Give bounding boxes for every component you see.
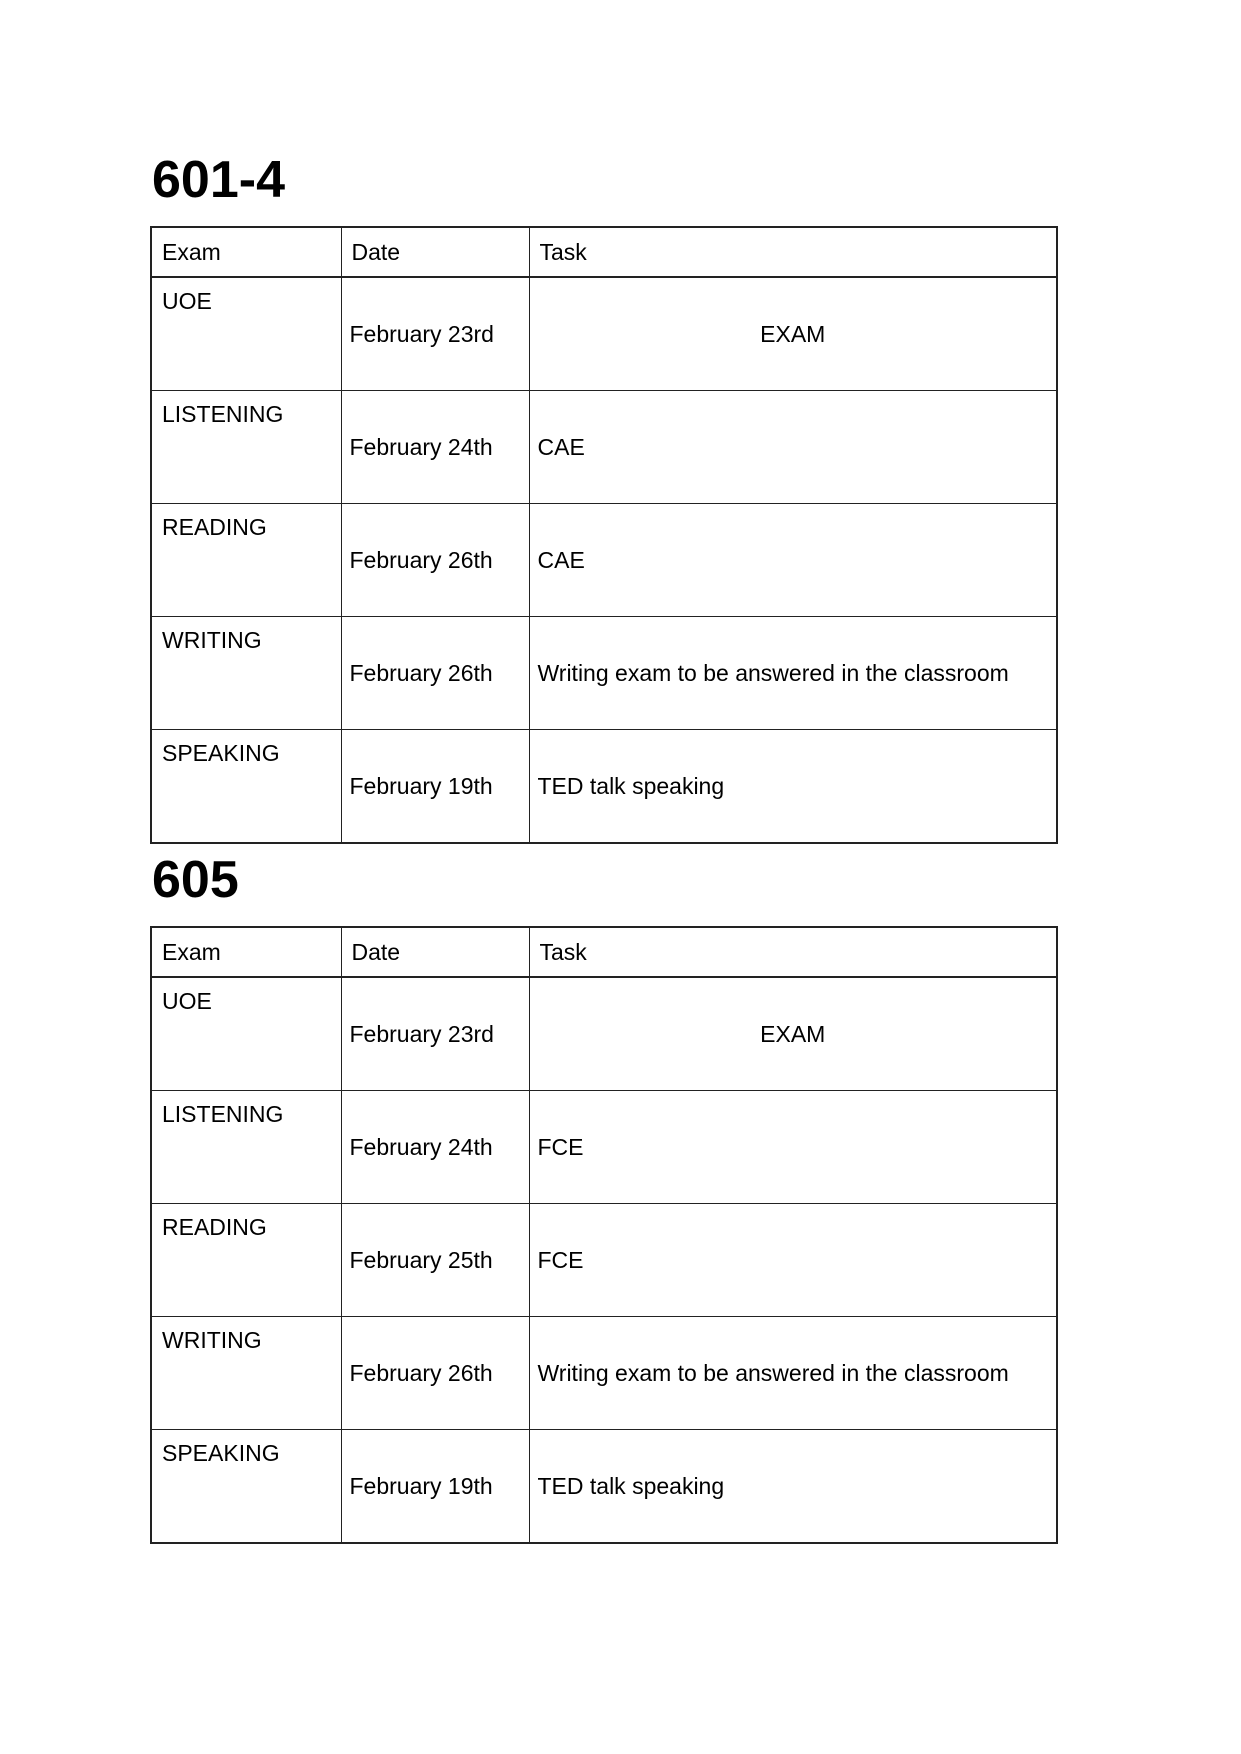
exam-schedule-table xyxy=(150,226,1058,844)
date-cell: February 24th xyxy=(341,1091,529,1204)
date-cell: February 23rd xyxy=(341,977,529,1091)
date-cell: February 23rd xyxy=(341,277,529,391)
exam-cell: UOE xyxy=(151,277,341,391)
date-cell: February 25th xyxy=(341,1204,529,1317)
exam-cell: LISTENING xyxy=(151,391,341,504)
task-cell: EXAM xyxy=(529,977,1057,1091)
table-row xyxy=(151,1317,1057,1430)
task-cell: FCE xyxy=(529,1204,1057,1317)
exam-cell: WRITING xyxy=(151,617,341,730)
section-title: 601-4 xyxy=(152,151,285,209)
date-cell: February 24th xyxy=(341,391,529,504)
table-row xyxy=(151,730,1057,844)
header-date: Date xyxy=(341,927,529,977)
header-task: Task xyxy=(529,927,1057,977)
task-cell: Writing exam to be answered in the classroom xyxy=(529,617,1057,730)
exam-schedule-table xyxy=(150,926,1058,1544)
exam-cell: WRITING xyxy=(151,1317,341,1430)
exam-cell: READING xyxy=(151,504,341,617)
header-date: Date xyxy=(341,227,529,277)
table-row xyxy=(151,1091,1057,1204)
section-601-4 xyxy=(150,148,1056,844)
table-row xyxy=(151,391,1057,504)
header-exam: Exam xyxy=(151,227,341,277)
exam-cell: READING xyxy=(151,1204,341,1317)
task-cell: TED talk speaking xyxy=(529,730,1057,844)
task-cell: EXAM xyxy=(529,277,1057,391)
table-row xyxy=(151,277,1057,391)
table-row xyxy=(151,617,1057,730)
task-cell: TED talk speaking xyxy=(529,1430,1057,1544)
date-cell: February 26th xyxy=(341,1317,529,1430)
section-title: 605 xyxy=(152,851,239,909)
table-header-row xyxy=(151,927,1057,977)
table-row xyxy=(151,504,1057,617)
date-cell: February 26th xyxy=(341,617,529,730)
date-cell: February 19th xyxy=(341,730,529,844)
exam-cell: UOE xyxy=(151,977,341,1091)
header-exam: Exam xyxy=(151,927,341,977)
table-row xyxy=(151,1204,1057,1317)
header-task: Task xyxy=(529,227,1057,277)
table-row xyxy=(151,1430,1057,1544)
table-row xyxy=(151,977,1057,1091)
task-cell: CAE xyxy=(529,391,1057,504)
exam-cell: LISTENING xyxy=(151,1091,341,1204)
exam-cell: SPEAKING xyxy=(151,1430,341,1544)
task-cell: Writing exam to be answered in the classroom xyxy=(529,1317,1057,1430)
task-cell: FCE xyxy=(529,1091,1057,1204)
task-cell: CAE xyxy=(529,504,1057,617)
date-cell: February 19th xyxy=(341,1430,529,1544)
section-605 xyxy=(150,848,1056,1544)
date-cell: February 26th xyxy=(341,504,529,617)
table-header-row xyxy=(151,227,1057,277)
exam-cell: SPEAKING xyxy=(151,730,341,844)
